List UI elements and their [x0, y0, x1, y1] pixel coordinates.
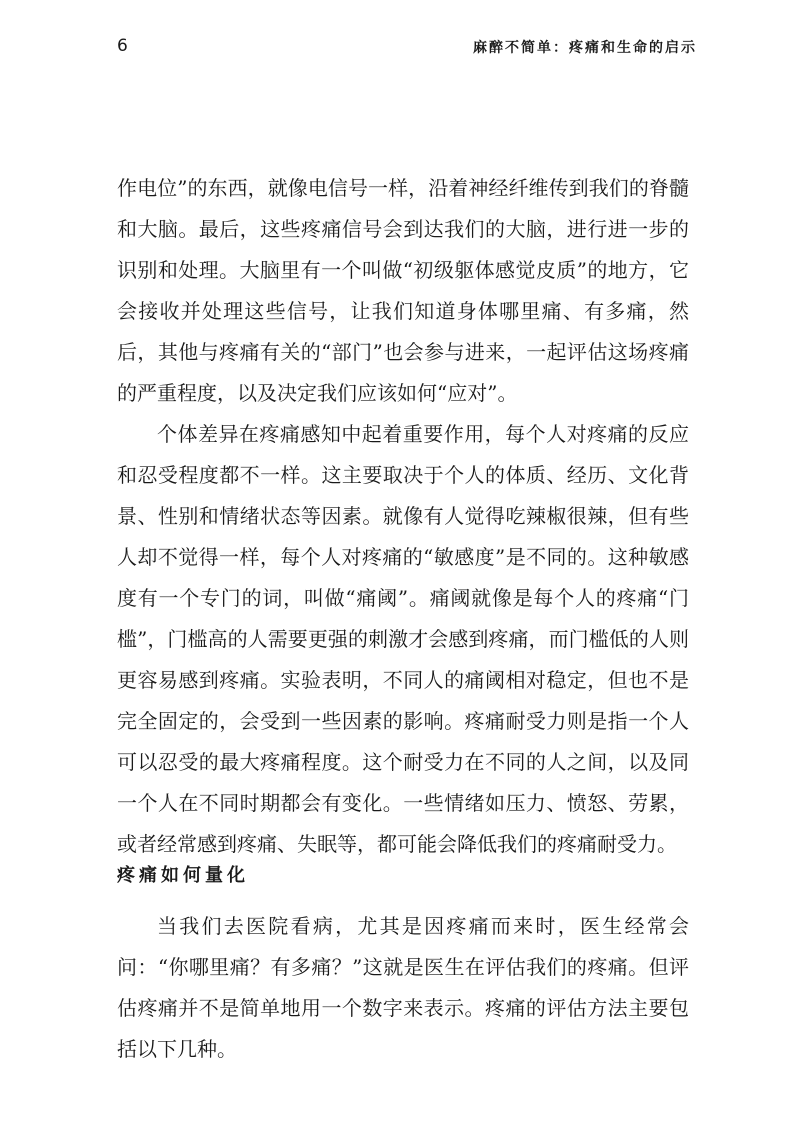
body-text: [117, 168, 689, 865]
running-title: 麻醉不简单：疼痛和生命的启示: [473, 40, 697, 56]
paragraph-pain-assessment: 当我们去医院看病，尤其是因疼痛而来时，医生经常会问：“你哪里痛？有多痛？”这就是医生在评估我们的疼痛。但评估疼痛并不是简单地用一个数字来表示。疼痛的评估方法主要包括以下几种。: [117, 914, 689, 1061]
section-heading: 疼痛如何量化: [117, 865, 249, 886]
section-text: [117, 906, 689, 1070]
paragraph-individual-differences: 个体差异在疼痛感知中起着重要作用，每个人对疼痛的反应和忍受程度都不一样。这主要取决于个人的体质、经历、文化背景、性别和情绪状态等因素。就像有人觉得吃辣椒很辣，但有些人却不觉得一样，每个人对疼痛的“敏感度”是不同的。这种敏感度有一个专门的词，叫做“痛阈”。痛阈就像是每个人的疼痛“门槛”，门槛高的人需要更强的刺激才会感到疼痛，而门槛低的人则更容易感到疼痛。实验表明，不同人的痛阈相对稳定，但也不是完全固定的，会受到一些因素的影响。疼痛耐受力则是指一个人可以忍受的最大疼痛程度。这个耐受力在不同的人之间，以及同一个人在不同时期都会有变化。一些情绪如压力、愤怒、劳累，或者经常感到疼痛、失眠等，都可能会降低我们的疼痛耐受力。: [117, 422, 689, 856]
paragraph-continued: 作电位”的东西，就像电信号一样，沿着神经纤维传到我们的脊髓和大脑。最后，这些疼痛信号会到达我们的大脑，进行进一步的识别和处理。大脑里有一个叫做“初级躯体感觉皮质”的地方，它会接收并处理这些信号，让我们知道身体哪里痛、有多痛，然后，其他与疼痛有关的“部门”也会参与进来，一起评估这场疼痛的严重程度，以及决定我们应该如何“应对”。: [117, 176, 689, 405]
page-number: 6: [117, 36, 128, 56]
